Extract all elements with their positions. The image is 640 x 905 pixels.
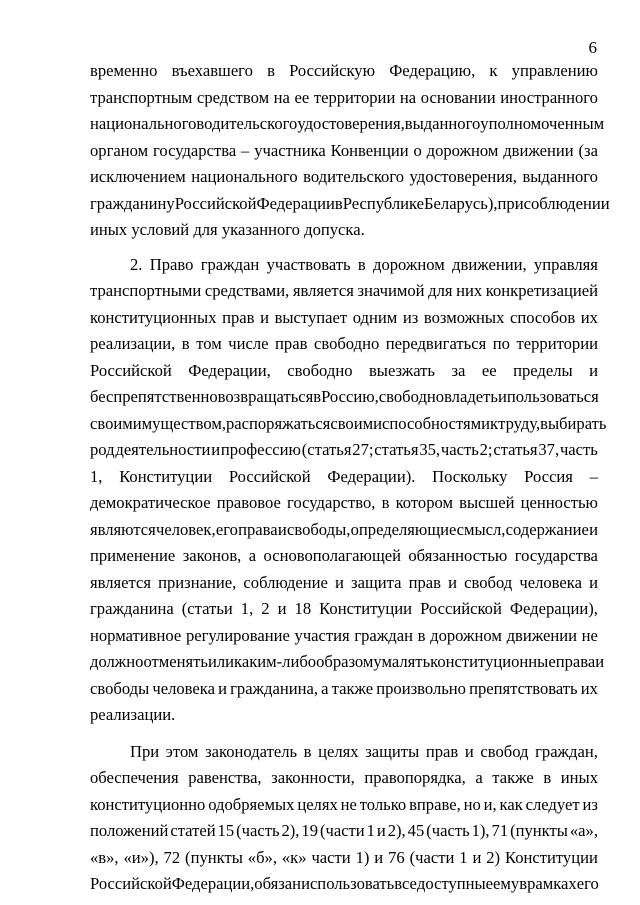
text-line: Российской Федерации, свободно выезжать за ее пределы и bbox=[90, 360, 598, 380]
text-line: 2. Право граждан участвовать в дорожном движении, управляя bbox=[130, 254, 598, 274]
text-line: реализации. bbox=[90, 705, 176, 724]
text-line: органом государства – участника Конвенции о дорожном движении (за bbox=[90, 140, 598, 160]
paragraph-continuation bbox=[90, 58, 610, 244]
text-line: национального водительского удостоверения, выданного уполномоченным bbox=[90, 114, 605, 133]
text-line: 1, Конституции Российской Федерации). Поскольку Россия – bbox=[90, 466, 598, 486]
text-line: транспортными средствами, является значимой для них конкретизацией bbox=[90, 281, 598, 300]
text-line: род деятельности и профессию (статья 27; статья 35, часть 2; статья 37, часть bbox=[90, 440, 598, 459]
text-line: являются человек, его права и свободы, определяющие смысл, содержание и bbox=[90, 519, 598, 539]
text-line: конституционных прав и выступает одним из возможных способов их bbox=[90, 307, 598, 327]
text-line: реализации, в том числе прав свободно передвигаться по территории bbox=[90, 334, 598, 353]
document-body bbox=[90, 58, 610, 898]
text-line: гражданина (статьи 1, 2 и 18 Конституции Российской Федерации), bbox=[90, 599, 598, 618]
text-line: положений статей 15 (часть 2), 19 (части 1 и 2), 45 (часть 1), 71 (пункты «а», bbox=[90, 821, 598, 840]
text-line: исключением национального водительского удостоверения, выданного bbox=[90, 167, 598, 186]
text-line: гражданину Российской Федерации в Республике Беларусь), при соблюдении bbox=[90, 193, 610, 213]
text-line: транспортным средством на ее территории на основании иностранного bbox=[90, 87, 598, 107]
text-line: является признание, соблюдение и защита прав и свобод человека и bbox=[90, 572, 598, 592]
text-line: демократическое правовое государство, в котором высшей ценностью bbox=[90, 493, 598, 512]
text-line: беспрепятственно возвращаться в Россию, свободно владеть и пользоваться bbox=[90, 387, 599, 406]
text-line: свободы человека и гражданина, а также произвольно препятствовать их bbox=[90, 678, 598, 698]
text-line: конституционно одобряемых целях не только вправе, но и, как следует из bbox=[90, 794, 598, 814]
text-line: При этом законодатель в целях защиты прав и свобод граждан, bbox=[130, 741, 598, 761]
text-line: Российской Федерации, обязан использовать все доступные ему в рамках его bbox=[90, 874, 599, 893]
paragraph-item-2 bbox=[90, 252, 607, 729]
text-line: применение законов, а основополагающей обязанностью государства bbox=[90, 546, 598, 565]
text-line: должно отменять или каким-либо образом умалять конституционные права и bbox=[90, 652, 605, 671]
page-number: 6 bbox=[588, 38, 597, 57]
text-line: иных условий для указанного допуска. bbox=[90, 220, 365, 239]
text-line: нормативное регулирование участия граждан в дорожном движении не bbox=[90, 625, 598, 645]
text-line: «в», «и»), 72 (пункты «б», «к» части 1) и 76 (части 1 и 2) Конституции bbox=[90, 847, 598, 867]
paragraph-legislator bbox=[90, 739, 598, 898]
text-line: временно въехавшего в Российскую Федерацию, к управлению bbox=[90, 61, 598, 80]
text-line: обеспечения равенства, законности, правопорядка, а также в иных bbox=[90, 768, 598, 787]
text-line: своим имуществом, распоряжаться своими способностями к труду, выбирать bbox=[90, 413, 607, 433]
